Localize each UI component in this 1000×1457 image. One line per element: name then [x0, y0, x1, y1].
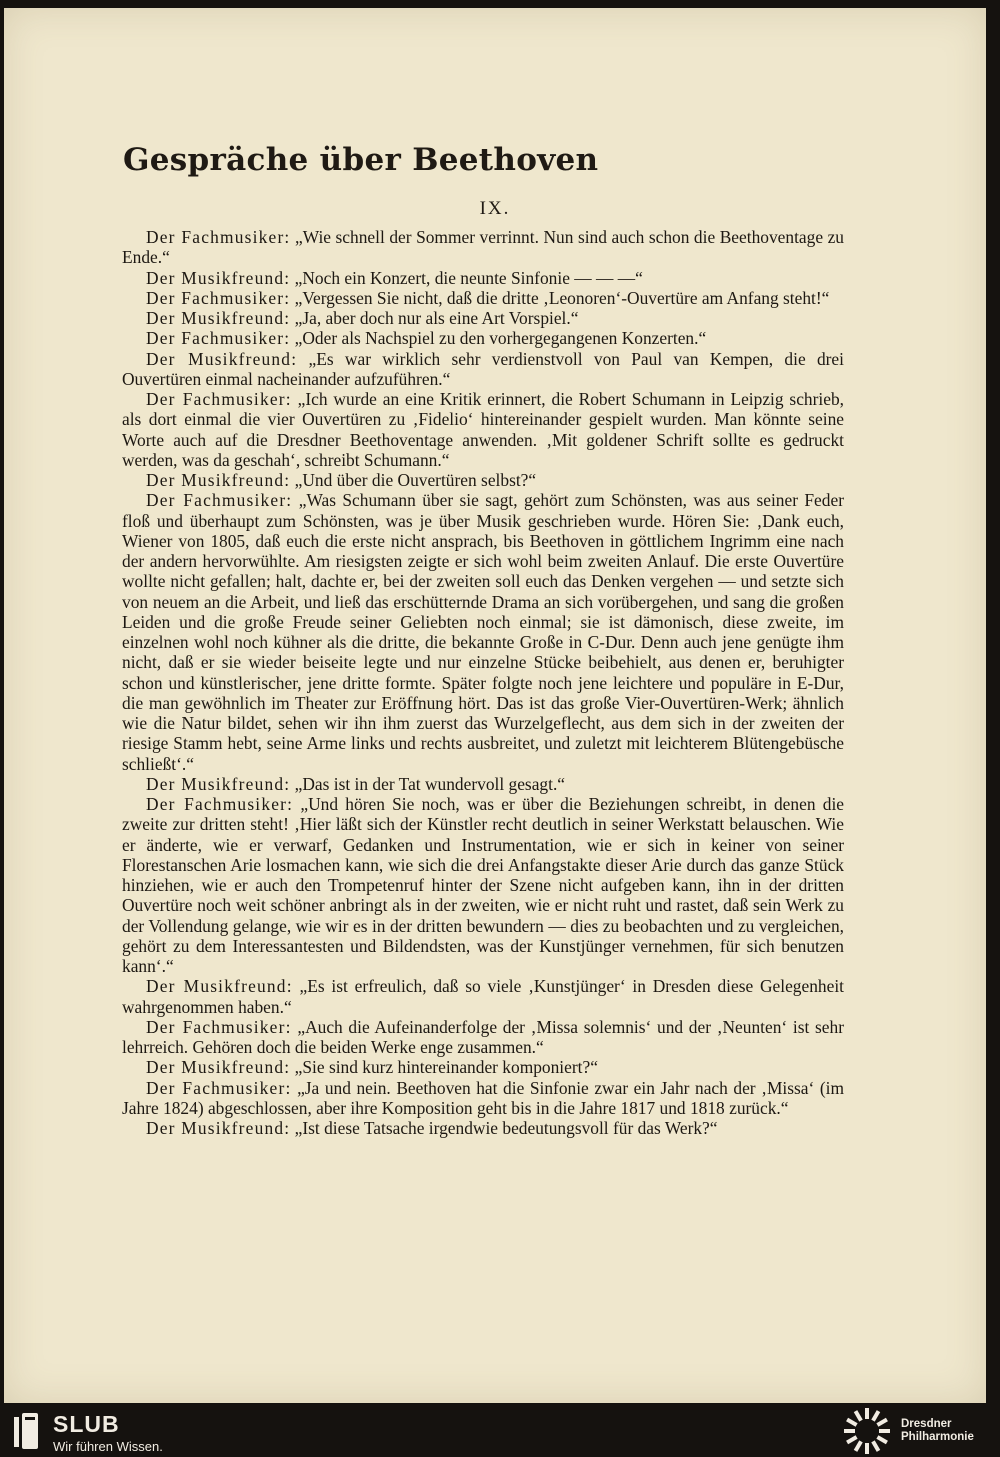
speech-text: „Was Schumann über sie sagt, gehört zum Schönsten, was aus seiner Feder floß und überhaupt zum Schönsten, was je über Musik geschrieben wurde. Hören Sie: ‚Dank euch, Wiener von 1805, daß euch die erste nicht ansprach, bis Beethoven in göttlichem Ingrimm eine nach der andern hervorwühlte. Am riesigsten zeigte er sich wohl beim zweiten Anlauf. Die erste Ouvertüre wollte nicht gefallen; halt, dachte er, bei der zweiten soll euch das Denken vergehen — und setzte sich von neuem an die Arbeit, und ließ das erschütternde Drama an sich vorübergehen, und sang die großen Leiden und die große Freude seiner Geliebten noch einmal; sie ist dämonisch, diese zweite, im einzelnen wohl noch kühner als die dritte, die bekannte Große in C-Dur. Denn auch jene genügte ihm nicht, daß er sie wieder beiseite legte und nur einzelne Stücke beibehielt, aus denen er, beruhigter schon und künstlerischer, jene dritte formte. Später folgte noch jene leichtere und populäre in E-Dur, die man gewöhnlich im Theater zur Eröffnung hört. Das ist das große Vier-Ouvertüren-Werk; ähnlich wie die Natur bildet, sehen wir ihn ihm zuerst das Wurzelgeflecht, aus dem sich in der zweiten der riesige Stamm hebt, seine Arme links und rechts ausbreitet, und zuletzt mit leichterem Blütengebüsche schließt‘.“: [122, 490, 844, 774]
speech-text: „Oder als Nachspiel zu den vorhergegangenen Konzerten.“: [294, 328, 707, 349]
speaker-label: Der Fachmusiker:: [146, 490, 293, 511]
speech-text: „Ich wurde an eine Kritik erinnert, die Robert Schumann in Leipzig schrieb, als dort einmal die vier Ouvertüren zu ‚Fidelio‘ hintereinander gespielt wurden. Man könnte seine Worte auch auf die Dresdner Beethoventage anwenden. ‚Mit goldener Schrift sollte es gedruckt werden, was da geschah‘, schreibt Schumann.“: [122, 389, 844, 470]
speech-text: „Noch ein Konzert, die neunte Sinfonie — — —“: [294, 267, 643, 288]
speaker-label: Der Musikfreund:: [146, 470, 291, 490]
speaker-label: Der Musikfreund:: [146, 308, 291, 328]
speech-text: „Und über die Ouvertüren selbst?“: [294, 470, 537, 490]
paragraph: [122, 349, 844, 390]
speech-text: „Ja und nein. Beethoven hat die Sinfonie zwar ein Jahr nach der ‚Missa‘ (im Jahre 1824) abgeschlossen, aber ihre Komposition geht bis in die Jahre 1817 und 1818 zurück.“: [122, 1077, 844, 1118]
speaker-label: Der Musikfreund:: [146, 773, 291, 794]
speech-text: „Auch die Aufeinanderfolge der ‚Missa solemnis‘ und der ‚Neunten‘ ist sehr lehrreich. Gehören doch die beiden Werke enge zusammen.“: [122, 1016, 844, 1057]
paragraph: [122, 1118, 844, 1138]
paragraph: [122, 308, 844, 328]
paragraph: [122, 1017, 844, 1058]
speaker-label: Der Fachmusiker:: [146, 794, 294, 814]
section-number: IX.: [479, 198, 511, 219]
speaker-label: Der Musikfreund:: [146, 976, 293, 997]
speaker-label: Der Fachmusiker:: [146, 287, 291, 308]
speech-text: „Vergessen Sie nicht, daß die dritte ‚Leonoren‘-Ouvertüre am Anfang steht!“: [294, 287, 830, 308]
speech-text: „Wie schnell der Sommer verrinnt. Nun sind auch schon die Beethoventage zu Ende.“: [122, 227, 844, 268]
paragraph: [122, 774, 844, 794]
speech-text: „Das ist in der Tat wundervoll gesagt.“: [294, 773, 566, 794]
slub-name: SLUB: [53, 1411, 120, 1437]
dialogue-text: [122, 227, 844, 1138]
speaker-label: Der Fachmusiker:: [146, 227, 291, 247]
slub-tagline: Wir führen Wissen.: [53, 1439, 163, 1454]
speech-text: „Es ist erfreulich, daß so viele ‚Kunstjünger‘ in Dresden diese Gelegenheit wahrgenommen haben.“: [122, 976, 844, 1017]
speaker-label: Der Fachmusiker:: [146, 389, 292, 409]
speaker-label: Der Fachmusiker:: [146, 1016, 292, 1037]
paragraph: [122, 1057, 844, 1077]
speech-text: „Und hören Sie noch, was er über die Beziehungen schreibt, in denen die zweite zur dritten steht! ‚Hier läßt sich der Künstler recht deutlich in seiner Werkstatt belauschen. Wie er änderte, wie er verwarf, Gedanken und Instrumentation, wie er sich in keiner von seiner Florestanschen Arie losmachen kann, wie sich die drei Anfangstakte dieser Arie durch das ganze Stück hinziehen, wie er auch den Trompetenruf hinter der Szene nicht aufgeben kann, ihn in der dritten Ouvertüre noch weit schöner anbringt als in der zweiten, wie er nicht ruht und rastet, daß sein Werk zu der Vollendung gelange, wie wir es in der dritten bewundern — dies zu beobachten und zu vergleichen, gehört zu dem Interessantesten und Bildendsten, was der Kunstjünger vernehmen, für sich benutzen kann‘.“: [122, 794, 844, 976]
paragraph: [122, 268, 844, 288]
paragraph: [122, 389, 844, 470]
speaker-label: Der Fachmusiker:: [146, 1077, 292, 1098]
philharmonie-logo-icon: [843, 1407, 891, 1455]
philharmonie-name-line2: Philharmonie: [901, 1431, 974, 1443]
document-page: [4, 8, 986, 1403]
speaker-label: Der Musikfreund:: [146, 348, 298, 369]
philharmonie-name: [901, 1418, 974, 1444]
speech-text: „Ja, aber doch nur als eine Art Vorspiel.“: [294, 308, 579, 328]
speech-text: „Es war wirklich sehr verdienstvoll von Paul van Kempen, die drei Ouvertüren einmal nacheinander aufzuführen.“: [122, 348, 844, 389]
paragraph: [122, 976, 844, 1017]
paragraph: [122, 470, 844, 490]
paragraph: [122, 490, 844, 774]
speech-text: „Ist diese Tatsache irgendwie bedeutungsvoll für das Werk?“: [294, 1118, 718, 1138]
paragraph: [122, 227, 844, 268]
paragraph: [122, 794, 844, 976]
speaker-label: Der Musikfreund:: [146, 1057, 291, 1078]
slub-logo-icon: [14, 1411, 40, 1451]
page-title: Gespräche über Beethoven: [123, 142, 599, 178]
viewer-footer: [0, 1404, 1000, 1457]
paragraph: [122, 328, 844, 348]
philharmonie-name-line1: Dresdner: [901, 1418, 952, 1430]
speaker-label: Der Musikfreund:: [146, 267, 291, 288]
speaker-label: Der Fachmusiker:: [146, 328, 291, 349]
speaker-label: Der Musikfreund:: [146, 1118, 291, 1138]
speech-text: „Sie sind kurz hintereinander komponiert?“: [294, 1057, 598, 1078]
paragraph: [122, 288, 844, 308]
paragraph: [122, 1078, 844, 1119]
